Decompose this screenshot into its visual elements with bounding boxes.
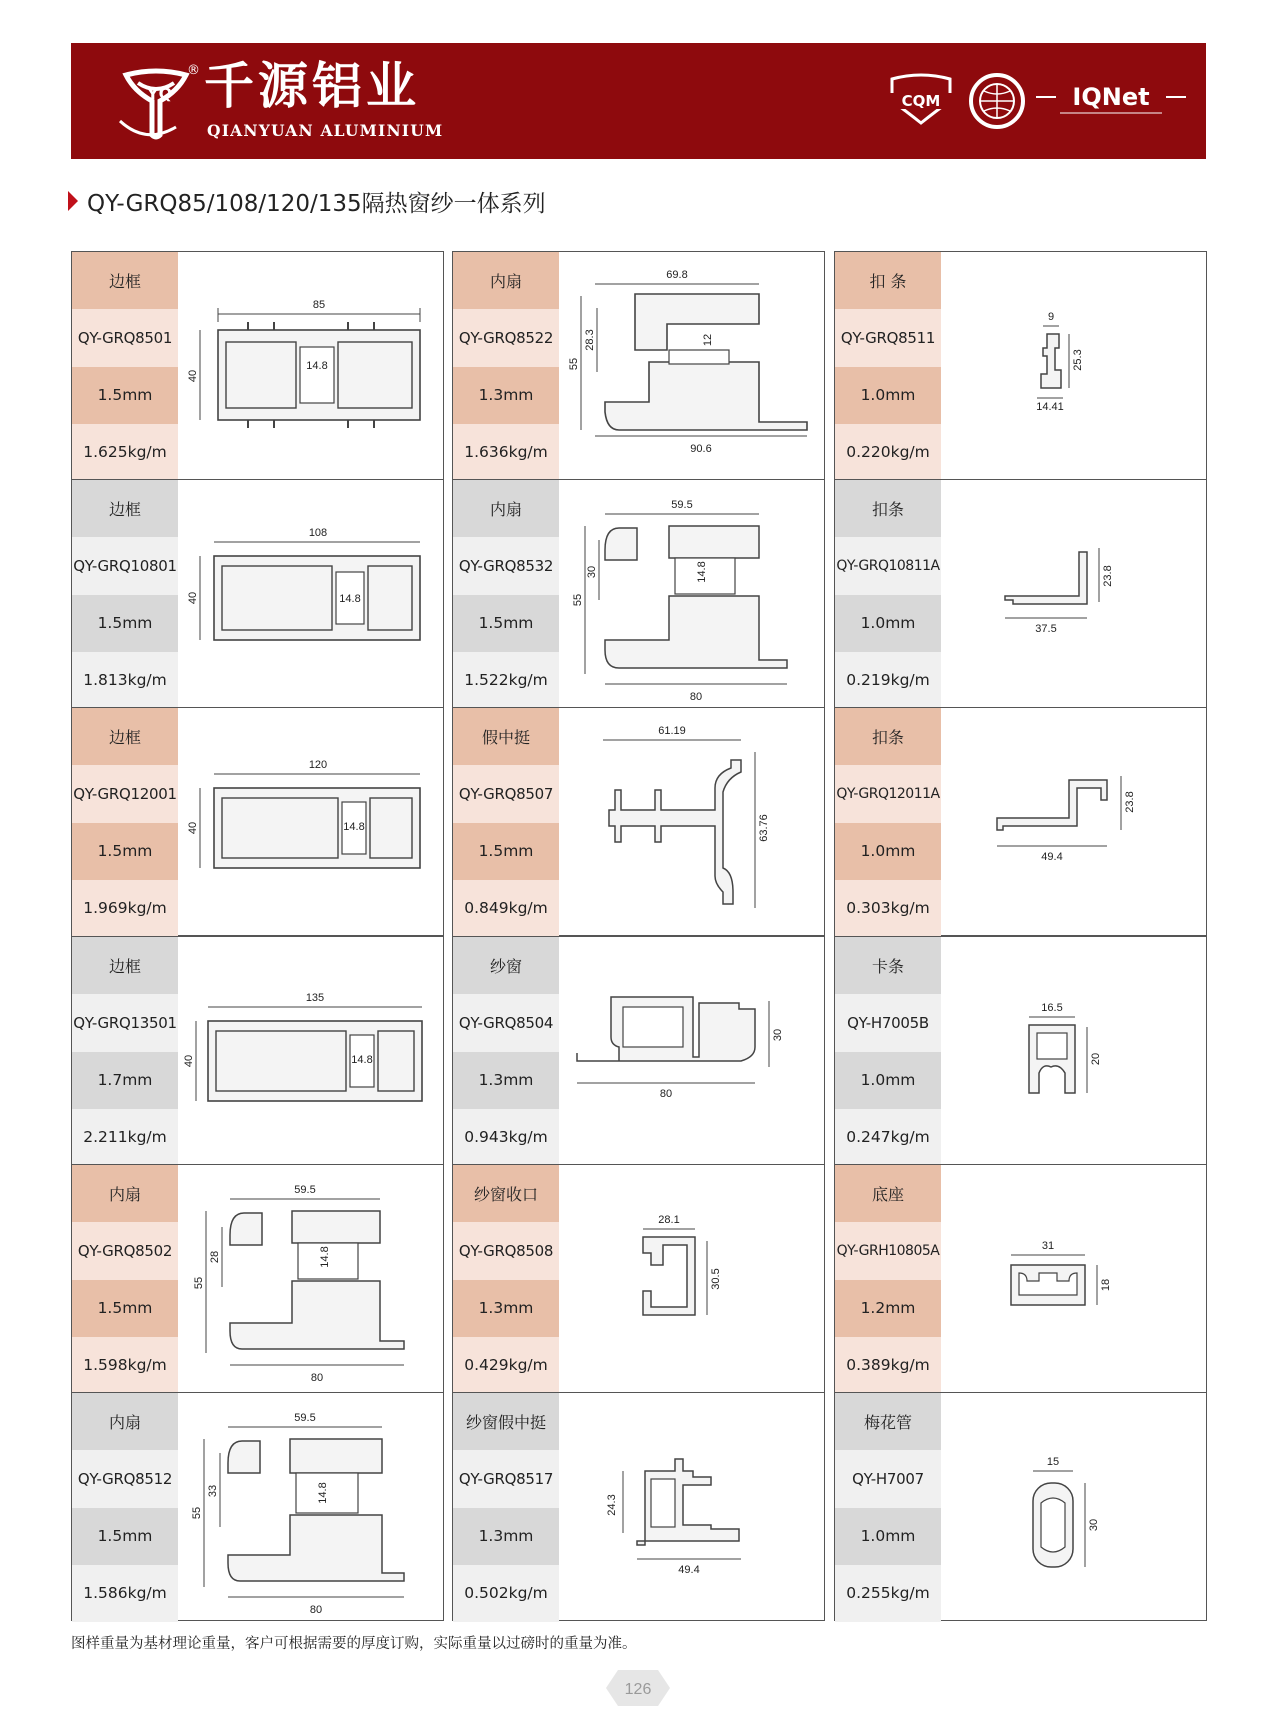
product-weight: 0.247kg/m [835, 1109, 941, 1166]
dim-height: 20 [1090, 1052, 1102, 1066]
product-thickness: 1.3mm [453, 1280, 559, 1337]
product-thickness: 1.0mm [835, 1052, 941, 1109]
product-card [834, 936, 1207, 1165]
product-name: 边框 [72, 937, 178, 994]
product-thickness: 1.3mm [453, 367, 559, 424]
dim-width-bottom: 80 [689, 691, 703, 703]
product-name: 底座 [835, 1165, 941, 1222]
dim-width: 15 [1046, 1456, 1060, 1468]
iqnet-cert-icon [1036, 71, 1186, 131]
product-code: QY-GRQ8504 [453, 994, 559, 1051]
product-code: QY-GRQ8508 [453, 1222, 559, 1279]
brand-name-en: QIANYUAN ALUMINIUM [207, 121, 444, 140]
product-name: 内扇 [72, 1165, 178, 1222]
profile-drawing [178, 480, 444, 707]
brand-name-cn: 千源铝业 [204, 57, 420, 115]
product-weight: 1.969kg/m [72, 880, 178, 937]
dim-width: 120 [308, 759, 328, 771]
product-weight: 0.389kg/m [835, 1337, 941, 1394]
profile-drawing [178, 1393, 444, 1620]
product-weight: 0.943kg/m [453, 1109, 559, 1166]
dim-height: 25.3 [1072, 349, 1084, 371]
profile-drawing [559, 1165, 825, 1392]
product-code: QY-GRQ12011A [835, 765, 941, 822]
dim-inner: 28.3 [584, 329, 596, 351]
product-thickness: 1.2mm [835, 1280, 941, 1337]
product-code: QY-GRQ10801 [72, 537, 178, 594]
product-thickness: 1.3mm [453, 1052, 559, 1109]
product-thickness: 1.5mm [453, 595, 559, 652]
product-weight: 0.303kg/m [835, 880, 941, 937]
dim-break: 14.8 [351, 1054, 373, 1066]
product-weight: 1.813kg/m [72, 652, 178, 709]
product-card [71, 936, 444, 1165]
product-card [71, 707, 444, 936]
dim-height: 40 [187, 821, 199, 835]
product-thickness: 1.0mm [835, 823, 941, 880]
product-name: 纱窗 [453, 937, 559, 994]
product-weight: 0.849kg/m [453, 880, 559, 937]
product-name: 扣条 [835, 480, 941, 537]
dim-height: 40 [187, 369, 199, 383]
dim-width: 28.1 [658, 1214, 680, 1226]
dim-height: 30 [1088, 1518, 1100, 1532]
dim-height: 55 [191, 1506, 203, 1520]
dim-height: 55 [193, 1276, 205, 1290]
product-code: QY-GRQ8507 [453, 765, 559, 822]
profile-drawing [559, 480, 825, 707]
dim-width: 37.5 [1035, 623, 1057, 635]
profile-drawing [559, 937, 825, 1164]
dim-width: 80 [659, 1088, 673, 1100]
dim-width-top: 69.8 [666, 269, 688, 281]
dim-width: 49.4 [1041, 851, 1063, 863]
dim-width-top: 59.5 [294, 1412, 316, 1424]
product-code: QY-GRQ8522 [453, 309, 559, 366]
registered-mark: ® [187, 63, 200, 78]
page-header [71, 43, 1206, 159]
dim-height: 63.76 [758, 814, 770, 842]
profile-drawing [941, 1165, 1207, 1392]
dim-height: 40 [187, 591, 199, 605]
dim-height: 40 [183, 1054, 195, 1068]
product-name: 纱窗假中挺 [453, 1393, 559, 1450]
product-card [834, 1392, 1207, 1621]
dim-width: 61.19 [658, 725, 686, 737]
product-thickness: 1.0mm [835, 1508, 941, 1565]
dim-width: 31 [1041, 1240, 1055, 1252]
product-card [452, 1164, 825, 1393]
product-card [834, 707, 1207, 936]
svg-text:CQM: CQM [901, 92, 941, 110]
product-weight: 0.219kg/m [835, 652, 941, 709]
dim-height: 18 [1100, 1278, 1112, 1292]
product-thickness: 1.5mm [72, 1508, 178, 1565]
product-thickness: 1.0mm [835, 367, 941, 424]
product-card [452, 1392, 825, 1621]
dim-break: 14.8 [339, 593, 361, 605]
product-weight: 1.522kg/m [453, 652, 559, 709]
product-grid [71, 251, 1207, 1622]
product-weight: 1.586kg/m [72, 1565, 178, 1622]
dim-height: 30 [772, 1028, 784, 1042]
profile-drawing [559, 252, 825, 479]
ioc-cert-icon [966, 71, 1028, 131]
product-weight: 1.625kg/m [72, 424, 178, 481]
product-code: QY-H7005B [835, 994, 941, 1051]
product-thickness: 1.3mm [453, 1508, 559, 1565]
dim-width: 135 [305, 992, 325, 1004]
product-code: QY-GRQ8511 [835, 309, 941, 366]
page-number: 126 [624, 1681, 652, 1698]
product-weight: 0.429kg/m [453, 1337, 559, 1394]
product-code: QY-GRQ10811A [835, 537, 941, 594]
product-name: 边框 [72, 480, 178, 537]
profile-drawing [559, 708, 825, 935]
product-weight: 0.220kg/m [835, 424, 941, 481]
product-card [452, 936, 825, 1165]
dim-break: 14.8 [317, 1482, 329, 1504]
profile-drawing [559, 1393, 825, 1620]
dim-break: 14.8 [696, 561, 708, 583]
product-card [452, 251, 825, 480]
product-thickness: 1.0mm [835, 595, 941, 652]
product-weight: 0.255kg/m [835, 1565, 941, 1622]
product-name: 边框 [72, 252, 178, 309]
dim-width-bottom: 80 [309, 1604, 323, 1616]
profile-drawing [941, 708, 1207, 935]
weight-footnote: 图样重量为基材理论重量，客户可根据需要的厚度订购，实际重量以过磅时的重量为准。 [71, 1636, 637, 1652]
svg-text:IQNet: IQNet [1072, 83, 1150, 111]
product-code: QY-GRQ8512 [72, 1450, 178, 1507]
dim-width: 16.5 [1041, 1002, 1063, 1014]
profile-drawing [178, 252, 444, 479]
product-thickness: 1.5mm [72, 1280, 178, 1337]
product-name: 扣条 [835, 708, 941, 765]
product-code: QY-GRQ8502 [72, 1222, 178, 1279]
product-card [71, 251, 444, 480]
product-card [71, 1164, 444, 1393]
dim-inner: 30 [586, 565, 598, 579]
product-code: QY-GRQ13501 [72, 994, 178, 1051]
dim-height: 23.8 [1102, 565, 1114, 587]
dim-width-top: 59.5 [671, 499, 693, 511]
product-code: QY-GRQ8501 [72, 309, 178, 366]
profile-drawing [178, 708, 444, 935]
dim-inner: 28 [209, 1250, 221, 1264]
profile-drawing [941, 1393, 1207, 1620]
series-title [68, 183, 546, 219]
dim-height: 24.3 [606, 1494, 618, 1516]
product-weight: 1.598kg/m [72, 1337, 178, 1394]
product-card [834, 251, 1207, 480]
dim-width-bottom: 90.6 [690, 443, 712, 455]
dim-break: 12 [702, 333, 714, 347]
product-thickness: 1.5mm [72, 367, 178, 424]
product-code: QY-GRQ8517 [453, 1450, 559, 1507]
svg-text:YQ: YQ [147, 84, 173, 103]
profile-drawing [941, 480, 1207, 707]
product-card [71, 1392, 444, 1621]
product-thickness: 1.5mm [453, 823, 559, 880]
dim-break: 14.8 [319, 1246, 331, 1268]
product-code: QY-GRQ12001 [72, 765, 178, 822]
qianyuan-logo-icon [116, 61, 196, 143]
product-weight: 1.636kg/m [453, 424, 559, 481]
product-thickness: 1.5mm [72, 595, 178, 652]
profile-drawing [178, 937, 444, 1164]
dim-height: 55 [572, 593, 584, 607]
product-name: 梅花管 [835, 1393, 941, 1450]
dim-width: 9 [1047, 311, 1055, 323]
product-code: QY-H7007 [835, 1450, 941, 1507]
dim-width: 49.4 [678, 1564, 700, 1576]
product-name: 卡条 [835, 937, 941, 994]
dim-height: 55 [568, 357, 580, 371]
triangle-bullet-icon [68, 191, 78, 211]
dim-break: 14.8 [306, 360, 328, 372]
product-card [452, 707, 825, 936]
page-number-badge [606, 1670, 670, 1706]
product-name: 内扇 [72, 1393, 178, 1450]
product-card [834, 479, 1207, 708]
dim-width: 85 [312, 299, 326, 311]
product-name: 假中挺 [453, 708, 559, 765]
cqm-cert-icon [886, 71, 956, 131]
product-thickness: 1.7mm [72, 1052, 178, 1109]
product-name: 扣 条 [835, 252, 941, 309]
dim-inner: 33 [207, 1484, 219, 1498]
product-weight: 0.502kg/m [453, 1565, 559, 1622]
dim-width-top: 59.5 [294, 1184, 316, 1196]
product-thickness: 1.5mm [72, 823, 178, 880]
product-card [71, 479, 444, 708]
series-title-text: QY-GRQ85/108/120/135隔热窗纱一体系列 [87, 190, 546, 217]
dim-width: 108 [308, 527, 328, 539]
profile-drawing [941, 937, 1207, 1164]
dim-height: 23.8 [1124, 791, 1136, 813]
product-code: QY-GRH10805A [835, 1222, 941, 1279]
product-weight: 2.211kg/m [72, 1109, 178, 1166]
product-card [452, 479, 825, 708]
product-code: QY-GRQ8532 [453, 537, 559, 594]
product-name: 内扇 [453, 252, 559, 309]
dim-height: 30.5 [710, 1268, 722, 1290]
profile-drawing [941, 252, 1207, 479]
dim-break: 14.8 [343, 821, 365, 833]
product-name: 纱窗收口 [453, 1165, 559, 1222]
product-name: 内扇 [453, 480, 559, 537]
dim-base: 14.41 [1036, 401, 1064, 413]
profile-drawing [178, 1165, 444, 1392]
product-name: 边框 [72, 708, 178, 765]
product-card [834, 1164, 1207, 1393]
dim-width-bottom: 80 [310, 1372, 324, 1384]
